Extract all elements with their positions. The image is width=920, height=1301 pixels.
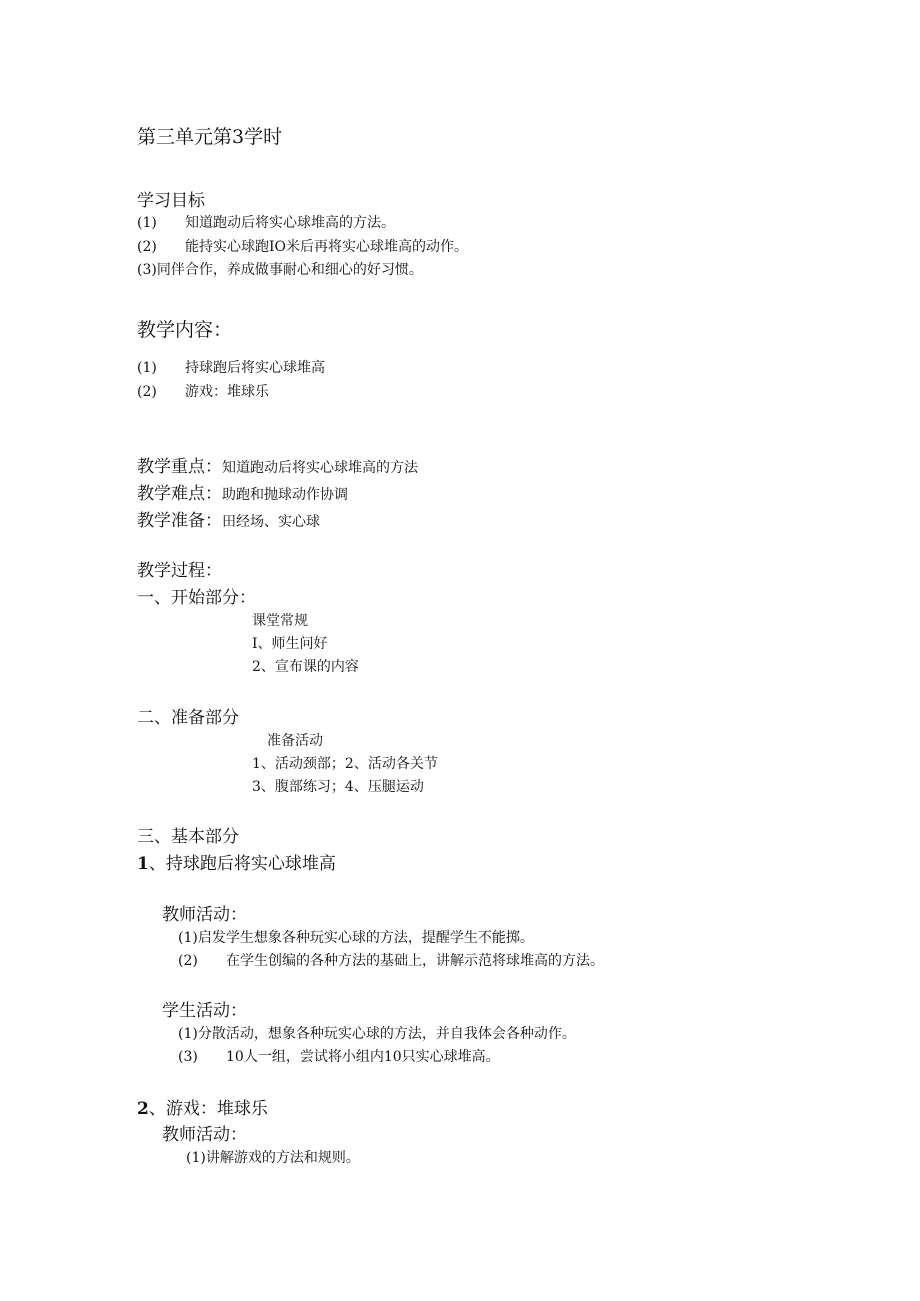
section2-title-text: 、游戏：堆球乐 [148, 1099, 268, 1119]
content-number: (1) [137, 360, 157, 376]
key-points-value: 知道跑动后将实心球堆高的方法 [222, 460, 418, 476]
student-activity-label: 学生活动： [162, 1001, 247, 1021]
preparation-label: 教学准备： [137, 511, 222, 531]
teacher-activity-item [178, 950, 604, 970]
difficulty-value: 助跑和抛球动作协调 [222, 487, 348, 503]
difficulty-label: 教学难点： [137, 484, 222, 504]
section1-title [137, 849, 336, 874]
student-activity-number: (3) [178, 1049, 198, 1065]
content-item [137, 381, 269, 401]
objective-number: (2) [137, 239, 157, 255]
objective-text: 知道跑动后将实心球堆高的方法。 [185, 215, 395, 231]
part2-item: 3、腹部练习；4、压腿运动 [252, 779, 424, 795]
section1-title-text: 、持球跑后将实心球堆高 [148, 854, 336, 874]
content-text: 游戏：堆球乐 [185, 384, 269, 400]
teacher-activity-text: 在学生创编的各种方法的基础上，讲解示范将球堆高的方法。 [226, 953, 604, 969]
teacher-activity-label: 教师活动： [162, 905, 247, 925]
teacher-activity-label: 教师活动： [162, 1125, 247, 1145]
key-points-label: 教学重点： [137, 457, 222, 477]
student-activity-item: (1)分散活动，想象各种玩实心球的方法，并自我体会各种动作。 [178, 1026, 576, 1042]
part2-item: 1、活动颈部；2、活动各关节 [252, 756, 438, 772]
objective-item [137, 212, 395, 232]
preparation-value: 田经场、实心球 [222, 514, 320, 530]
section2-title [137, 1094, 268, 1119]
objectives-heading: 学习目标 [137, 191, 205, 211]
part2-heading: 二、准备部分 [137, 708, 239, 728]
key-points-line [137, 452, 418, 477]
teacher-activity-item: (1)讲解游戏的方法和规则。 [186, 1150, 360, 1166]
student-activity-item [178, 1046, 500, 1066]
teacher-activity-item: (1)启发学生想象各种玩实心球的方法，提醒学生不能掷。 [178, 930, 534, 946]
objective-item [137, 259, 423, 279]
content-item [137, 357, 325, 377]
part3-heading: 三、基本部分 [137, 827, 239, 847]
objective-item [137, 236, 468, 256]
process-heading: 教学过程： [137, 561, 222, 581]
objective-number: (1) [137, 215, 157, 231]
teacher-activity-number: (2) [178, 953, 198, 969]
page-title: 第三单元第3学时 [137, 126, 283, 148]
student-activity-text: 10人一组，尝试将小组内10只实心球堆高。 [226, 1049, 500, 1065]
part1-item: I、师生问好 [252, 636, 328, 652]
preparation-line [137, 506, 320, 531]
section1-number: 1 [137, 854, 149, 874]
objective-text: 能持实心球跑IO米后再将实心球堆高的动作。 [185, 239, 469, 255]
objective-text: (3)同伴合作，养成做事耐心和细心的好习惯。 [137, 262, 423, 278]
content-heading: 教学内容： [137, 319, 233, 341]
difficulty-line [137, 479, 348, 504]
part2-item: 准备活动 [267, 733, 323, 749]
part1-item: 课堂常规 [252, 613, 308, 629]
content-number: (2) [137, 384, 157, 400]
section2-number: 2 [137, 1099, 149, 1119]
part1-heading: 一、开始部分： [137, 588, 256, 608]
part1-item: 2、宣布课的内容 [252, 659, 359, 675]
content-text: 持球跑后将实心球堆高 [185, 360, 325, 376]
